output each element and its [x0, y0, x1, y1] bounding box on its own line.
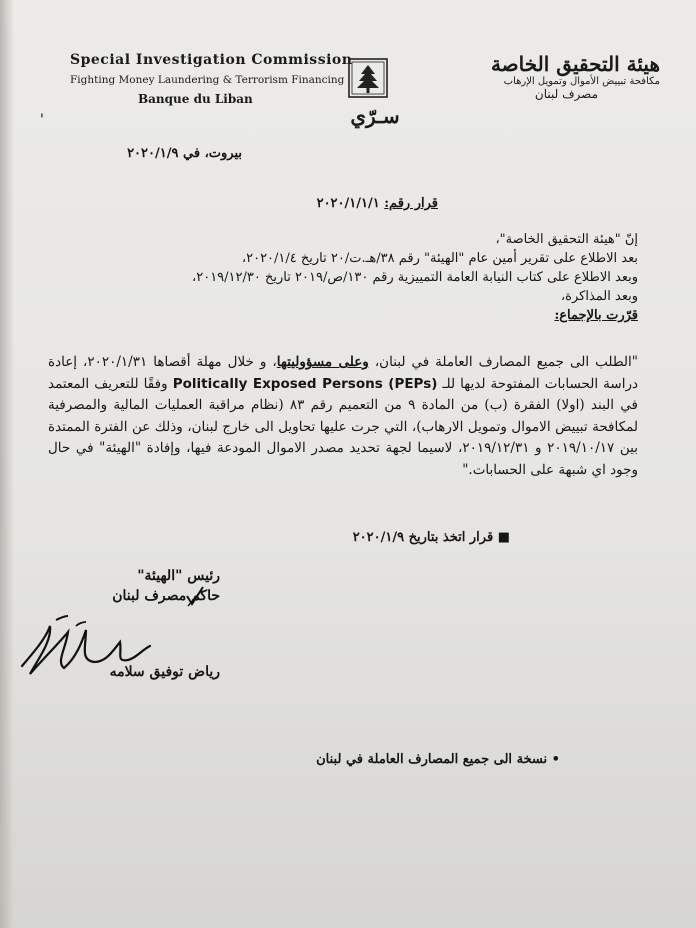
commission-name-ar: هيئة التحقيق الخاصة [490, 52, 660, 76]
cedar-emblem-icon [348, 58, 388, 98]
decision-number-value: ٢٠٢٠/١/١/١ [316, 196, 380, 211]
date-line: بيروت، في ٢٠٢٠/١/٩ [127, 146, 242, 161]
taken-date-text: قرار اتخذ بتاريخ ٢٠٢٠/١/٩ [352, 530, 494, 545]
signatory-title: حاكم مصرف لبنان [112, 588, 220, 604]
preamble-line: وبعد المذاكرة، [560, 289, 638, 304]
commission-subtitle-ar: مكافحة تبييض الأموال وتمويل الإرهاب [503, 76, 660, 87]
preamble-line: إنّ "هيئة التحقيق الخاصة"، [495, 232, 638, 247]
body-text: وفقًا للتعريف المعتمد في البند (اولا) الفقرة (ب) من المادة ٩ من التعميم رقم ٨٣ (نظام مراقبة العمليات المالية والمصرفية لمكافحة تبييض الاموال وتمويل الارهاب)، التي جرت عليها تحاويل الى خارج لبنان، وذلك عن الفترة الممتدة بين ٢٠١٩/١٠/١٧ و ٢٠١٩/١٢/٣١، لاسيما لجهة تحديد مصدر الاموال المودعة فيها، وإفادة "الهيئة" في حال وجود اي شبهة على الحسابات." [48, 375, 638, 478]
decision-number-label: قرار رقم: [384, 196, 438, 211]
decided-heading: قرّرت بالإجماع: [554, 308, 638, 323]
copy-distribution: • نسخة الى جميع المصارف العاملة في لبنان [316, 752, 560, 767]
margin-mark: ' [40, 112, 44, 128]
english-letterhead [70, 52, 353, 106]
commission-name-en: Special Investigation Commission [70, 52, 353, 68]
preamble-line: وبعد الاطلاع على كتاب النيابة العامة التمييزية رقم ١٣٠/ص/٢٠١٩ تاريخ ٢٠١٩/١٢/٣٠، [192, 270, 638, 285]
signatory-role: رئيس "الهيئة" [137, 568, 220, 584]
arabic-letterhead [400, 52, 660, 101]
decision-body [48, 352, 638, 481]
body-english-term: Politically Exposed Persons (PEPs) [172, 375, 438, 392]
copy-distribution-text: نسخة الى جميع المصارف العاملة في لبنان [316, 752, 548, 767]
bank-name-ar: مصرف لبنان [534, 87, 598, 101]
commission-subtitle-en: Fighting Money Laundering & Terrorism Financing [70, 74, 345, 86]
page-edge-shadow [0, 0, 14, 928]
bank-name-en: Banque du Liban [138, 92, 253, 106]
check-mark-icon [184, 584, 206, 608]
body-text: "الطلب الى جميع المصارف العاملة في لبنان، [368, 354, 639, 370]
preamble [58, 230, 638, 325]
decision-number [238, 196, 438, 211]
signatory-name: رياض توفيق سلامه [109, 664, 220, 680]
body-underlined: وعلى مسؤوليتها [276, 354, 369, 370]
handwritten-signature-icon [16, 612, 176, 682]
preamble-line: بعد الاطلاع على تقرير أمين عام "الهيئة" رقم ٣٨/هـ.ت/٢٠ تاريخ ٢٠٢٠/١/٤، [241, 251, 638, 266]
decision-taken-date: ■ قرار اتخذ بتاريخ ٢٠٢٠/١/٩ [352, 530, 510, 545]
body-text: ، و خلال مهلة أقصاها ٢٠٢٠/١/٣١، إعادة دراسة الحسابات المفتوحة لديها للـ [48, 354, 638, 392]
classification-stamp: سـرّي [350, 104, 400, 128]
